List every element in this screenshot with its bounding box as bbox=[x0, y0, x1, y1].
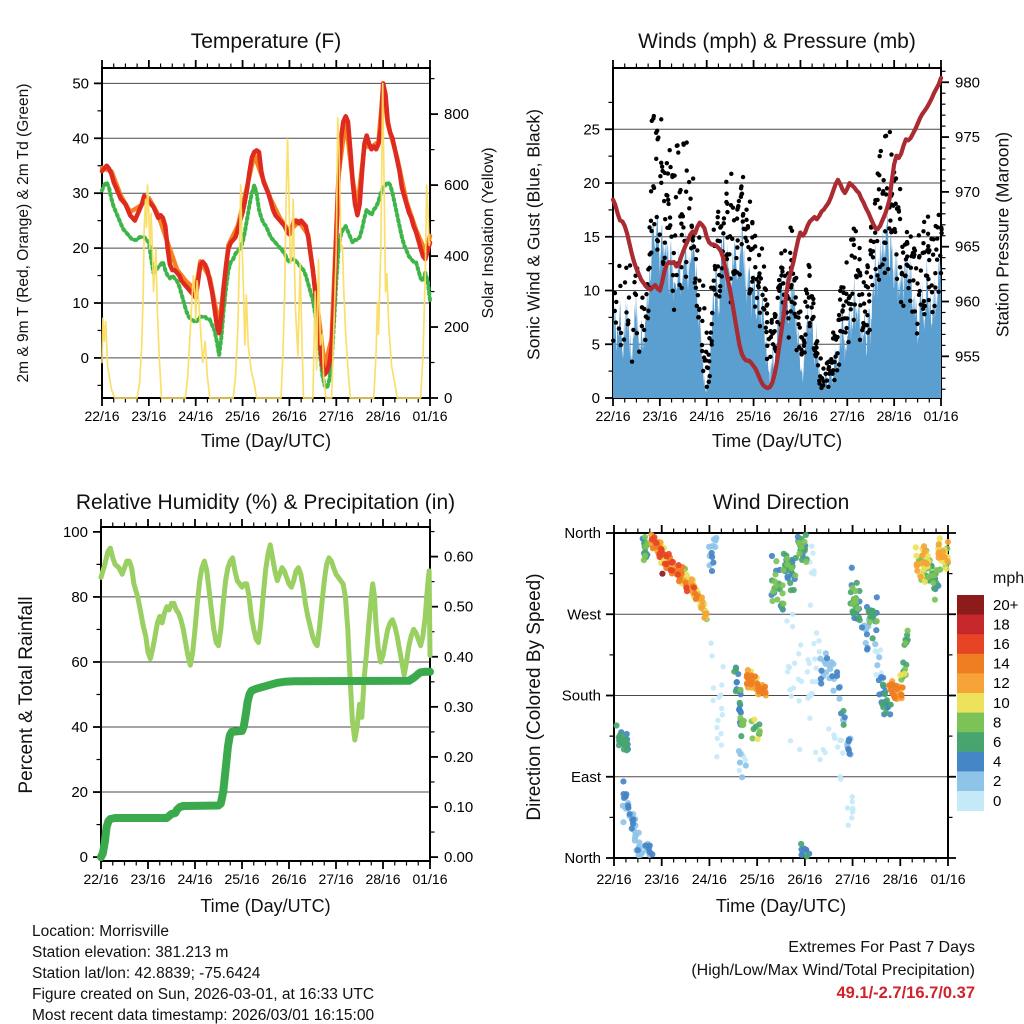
svg-text:22/16: 22/16 bbox=[595, 408, 631, 424]
svg-text:980: 980 bbox=[955, 74, 981, 92]
svg-text:0: 0 bbox=[79, 849, 88, 867]
svg-text:24/16: 24/16 bbox=[691, 871, 727, 887]
svg-text:East: East bbox=[570, 768, 601, 786]
winds-pressure-title: Winds (mph) & Pressure (mb) bbox=[638, 30, 916, 53]
svg-text:26/16: 26/16 bbox=[782, 408, 818, 424]
svg-text:23/16: 23/16 bbox=[642, 408, 678, 424]
svg-text:30: 30 bbox=[72, 185, 89, 203]
extremes-values: 49.1/-2.7/16.7/0.37 bbox=[836, 984, 975, 1002]
station-location: Location: Morrisville bbox=[32, 923, 169, 940]
winds-xlabel: Time (Day/UTC) bbox=[711, 431, 843, 451]
svg-text:960: 960 bbox=[955, 293, 981, 311]
svg-text:23/16: 23/16 bbox=[131, 408, 167, 424]
svg-text:27/16: 27/16 bbox=[829, 408, 865, 424]
svg-text:25/16: 25/16 bbox=[736, 408, 772, 424]
svg-text:20+: 20+ bbox=[993, 596, 1019, 614]
data-timestamp: Most recent data timestamp: 2026/03/01 16:15:00 bbox=[32, 1007, 375, 1024]
svg-text:26/16: 26/16 bbox=[787, 871, 823, 887]
svg-text:50: 50 bbox=[72, 75, 89, 93]
extremes-block bbox=[691, 936, 975, 1005]
svg-text:West: West bbox=[567, 606, 601, 624]
svg-text:27/16: 27/16 bbox=[318, 408, 354, 424]
winds-pressure-chart bbox=[512, 0, 1024, 470]
svg-text:01/16: 01/16 bbox=[930, 871, 966, 887]
svg-text:25/16: 25/16 bbox=[225, 408, 261, 424]
svg-text:20: 20 bbox=[72, 240, 89, 258]
svg-text:970: 970 bbox=[955, 183, 981, 201]
svg-text:400: 400 bbox=[444, 248, 470, 266]
svg-text:0.40: 0.40 bbox=[444, 648, 474, 666]
svg-text:28/16: 28/16 bbox=[365, 408, 401, 424]
svg-text:5: 5 bbox=[591, 336, 600, 354]
pressure-ylabel-right: Station Pressure (Maroon) bbox=[992, 131, 1013, 338]
svg-text:25/16: 25/16 bbox=[739, 871, 775, 887]
svg-text:27/16: 27/16 bbox=[318, 871, 354, 887]
humidity-ylabel-left: Percent & Total Rainfall bbox=[16, 596, 37, 794]
svg-text:0.20: 0.20 bbox=[444, 748, 474, 766]
svg-text:22/16: 22/16 bbox=[596, 871, 632, 887]
svg-text:0: 0 bbox=[993, 792, 1002, 810]
svg-text:20: 20 bbox=[71, 784, 88, 802]
solar-ylabel-right: Solar Insolation (Yellow) bbox=[480, 147, 497, 319]
svg-text:600: 600 bbox=[444, 177, 470, 195]
svg-text:01/16: 01/16 bbox=[412, 871, 448, 887]
svg-text:23/16: 23/16 bbox=[130, 871, 166, 887]
extremes-title: Extremes For Past 7 Days bbox=[788, 939, 975, 956]
svg-text:0.50: 0.50 bbox=[444, 598, 474, 616]
svg-text:North: North bbox=[564, 850, 601, 867]
svg-text:28/16: 28/16 bbox=[876, 408, 912, 424]
svg-text:40: 40 bbox=[72, 130, 89, 148]
station-latlon: Station lat/lon: 42.8839; -75.6424 bbox=[32, 965, 261, 982]
svg-text:22/16: 22/16 bbox=[84, 408, 120, 424]
svg-text:0: 0 bbox=[591, 390, 600, 407]
svg-text:6: 6 bbox=[993, 734, 1002, 751]
svg-text:0.60: 0.60 bbox=[444, 548, 474, 566]
svg-text:0.30: 0.30 bbox=[444, 698, 474, 716]
svg-text:975: 975 bbox=[955, 129, 981, 147]
svg-text:16: 16 bbox=[993, 636, 1010, 653]
svg-text:4: 4 bbox=[993, 753, 1002, 771]
legend-title: mph bbox=[993, 570, 1024, 587]
svg-text:22/16: 22/16 bbox=[83, 871, 119, 887]
svg-text:18: 18 bbox=[993, 616, 1010, 634]
svg-text:01/16: 01/16 bbox=[923, 408, 959, 424]
svg-text:0: 0 bbox=[444, 390, 453, 407]
svg-text:25: 25 bbox=[583, 121, 600, 139]
temperature-chart bbox=[0, 0, 512, 470]
svg-text:0.00: 0.00 bbox=[444, 849, 474, 867]
svg-text:27/16: 27/16 bbox=[835, 871, 871, 887]
svg-text:24/16: 24/16 bbox=[178, 408, 214, 424]
svg-text:15: 15 bbox=[583, 228, 600, 246]
wind-direction-ylabel-left: Direction (Colored By Speed) bbox=[524, 573, 545, 821]
svg-text:24/16: 24/16 bbox=[177, 871, 213, 887]
temperature-ylabel-left: 2m & 9m T (Red, Orange) & 2m Td (Green) bbox=[15, 83, 32, 383]
svg-text:North: North bbox=[564, 525, 601, 542]
svg-text:28/16: 28/16 bbox=[882, 871, 918, 887]
wind-ylabel-left: Sonic Wind & Gust (Blue, Black) bbox=[523, 109, 544, 360]
svg-text:0: 0 bbox=[80, 349, 89, 367]
svg-text:965: 965 bbox=[955, 238, 981, 256]
svg-text:01/16: 01/16 bbox=[412, 408, 448, 424]
svg-text:25/16: 25/16 bbox=[224, 871, 260, 887]
svg-text:200: 200 bbox=[444, 319, 470, 337]
humidity-precip-title: Relative Humidity (%) & Precipitation (in) bbox=[75, 491, 456, 514]
svg-text:23/16: 23/16 bbox=[644, 871, 680, 887]
wind-direction-xlabel: Time (Day/UTC) bbox=[715, 896, 847, 916]
figure-created: Figure created on Sun, 2026-03-01, at 16:33 UTC bbox=[32, 986, 375, 1003]
svg-text:955: 955 bbox=[955, 348, 981, 366]
temperature-title: Temperature (F) bbox=[190, 30, 342, 53]
svg-text:40: 40 bbox=[71, 719, 88, 737]
svg-text:10: 10 bbox=[993, 694, 1010, 712]
extremes-subtitle: (High/Low/Max Wind/Total Precipitation) bbox=[691, 962, 975, 979]
svg-text:100: 100 bbox=[62, 523, 88, 541]
svg-text:60: 60 bbox=[71, 653, 88, 671]
wind-direction-title: Wind Direction bbox=[712, 491, 850, 514]
svg-text:10: 10 bbox=[72, 295, 89, 313]
svg-text:12: 12 bbox=[993, 675, 1010, 693]
svg-text:20: 20 bbox=[583, 175, 600, 193]
svg-text:South: South bbox=[561, 687, 601, 705]
svg-text:80: 80 bbox=[71, 588, 88, 606]
station-elevation: Station elevation: 381.213 m bbox=[32, 944, 229, 961]
svg-text:10: 10 bbox=[583, 282, 600, 300]
svg-text:28/16: 28/16 bbox=[365, 871, 401, 887]
svg-text:800: 800 bbox=[444, 106, 470, 124]
svg-text:26/16: 26/16 bbox=[271, 408, 307, 424]
svg-text:24/16: 24/16 bbox=[689, 408, 725, 424]
svg-text:26/16: 26/16 bbox=[271, 871, 307, 887]
humidity-xlabel: Time (Day/UTC) bbox=[200, 896, 331, 916]
temperature-xlabel: Time (Day/UTC) bbox=[200, 431, 332, 451]
svg-text:14: 14 bbox=[993, 655, 1010, 673]
station-info bbox=[32, 921, 374, 1024]
svg-text:0.10: 0.10 bbox=[444, 799, 474, 817]
svg-text:8: 8 bbox=[993, 714, 1002, 732]
svg-text:2: 2 bbox=[993, 773, 1002, 791]
